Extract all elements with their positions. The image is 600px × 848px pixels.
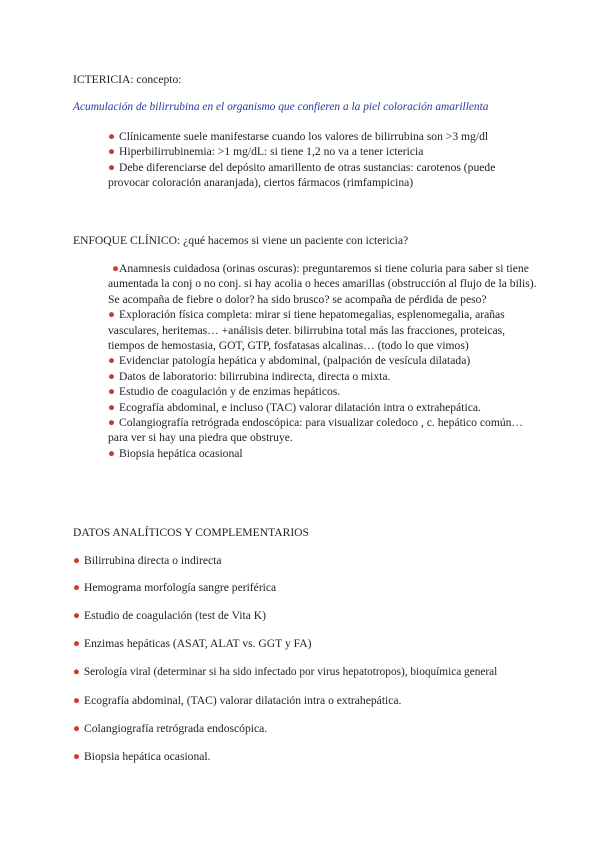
list-item: ● Biopsia hepática ocasional (108, 446, 243, 460)
list-item: ● Enzimas hepáticas (ASAT, ALAT vs. GGT y FA) (73, 637, 312, 650)
list-item: ● Ecografía abdominal, (TAC) valorar dilatación intra o extrahepática. (73, 694, 402, 707)
bullet-icon: ● (112, 262, 120, 275)
list-item: ● Debe diferenciarse del depósito amarillento de otras sustancias: carotenos (puede provocar coloración anaranjada), ciertos fármacos (rimfampicina) (108, 160, 496, 190)
list-item: ● Estudio de coagulación (test de Vita K) (73, 609, 266, 622)
list-item: ● Serología viral (determinar si ha sido infectado por virus hepatotropos), bioquímica general (73, 666, 498, 678)
bullet-icon: ● (108, 416, 116, 430)
section-heading-datos-analiticos: DATOS ANALÍTICOS Y COMPLEMENTARIOS (73, 526, 310, 539)
bullet-icon: ● (108, 385, 116, 399)
list-item: ● Exploración física completa: mirar si tiene hepatomegalias, esplenomegalia, arañas vasculares, heritemas… +análisis deter. bilirrubina total más las fracciones, proteicas, tiempos de hemostasia, GOT, GTP, fosfatasas alcalinas… (todo lo que vimos) (108, 308, 506, 353)
bullet-icon: ● (73, 750, 81, 763)
section-heading-enfoque-clinico: ENFOQUE CLÍNICO: ¿qué hacemos si viene un paciente con ictericia? (73, 234, 409, 247)
bullet-icon: ● (108, 446, 116, 460)
list-item: ● Hiperbilirrubinemia: >1 mg/dL: si tiene 1,2 no va a tener ictericia (108, 145, 424, 159)
bullet-icon: ● (73, 609, 81, 622)
list-item: ● Ecografía abdominal, e incluso (TAC) valorar dilatación intra o extrahepática. (108, 400, 481, 414)
list-item: ● Hemograma morfología sangre periférica (73, 581, 277, 594)
list-item: ● Evidenciar patología hepática y abdominal, (palpación de vesícula dilatada) (108, 354, 471, 368)
bullet-icon: ● (73, 722, 81, 735)
bullet-icon: ● (108, 160, 116, 174)
bullet-icon: ● (108, 369, 116, 383)
list-item: ● Biopsia hepática ocasional. (73, 750, 211, 763)
list-item: ● Colangiografía retrógrada endoscópica: para visualizar coledoco , c. hepático común… para ver si hay una piedra que obstruye. (108, 416, 524, 445)
list-item: ● Colangiografía retrógrada endoscópica. (73, 722, 268, 735)
bullet-icon: ● (73, 554, 81, 567)
list-item: ● Clínicamente suele manifestarse cuando los valores de bilirrubina son >3 mg/dl (108, 130, 489, 143)
bullet-icon: ● (108, 400, 116, 414)
bullet-icon: ● (73, 694, 81, 707)
bullet-icon: ● (73, 581, 81, 594)
bullet-icon: ● (73, 637, 81, 650)
enfoque-list (108, 261, 540, 461)
list-item: ●Anamnesis cuidadosa (orinas oscuras): preguntaremos si tiene coluria para saber si tiene aumentada la conj o no conj. si hay acolia o heces amarillas (obstrucción al flujo de la bilis). Se acompaña de fiebre o dolor? ha sido brusco? se acompaña de pérdida de peso? (108, 262, 537, 306)
bullet-icon: ● (108, 308, 116, 322)
bullet-icon: ● (108, 145, 116, 159)
bullet-icon: ● (73, 666, 80, 678)
list-item: ● Bilirrubina directa o indirecta (73, 554, 222, 567)
bullet-icon: ● (108, 354, 116, 368)
list-item: ● Datos de laboratorio: bilirrubina indirecta, directa o mixta. (108, 369, 391, 383)
concepto-list (108, 129, 538, 191)
list-item: ● Estudio de coagulación y de enzimas hepáticos. (108, 385, 341, 399)
definition-text: Acumulación de bilirrubina en el organismo que confieren a la piel coloración amarillenta (73, 101, 489, 113)
section-heading-concepto: ICTERICIA: concepto: (73, 73, 182, 86)
bullet-icon: ● (108, 130, 116, 143)
